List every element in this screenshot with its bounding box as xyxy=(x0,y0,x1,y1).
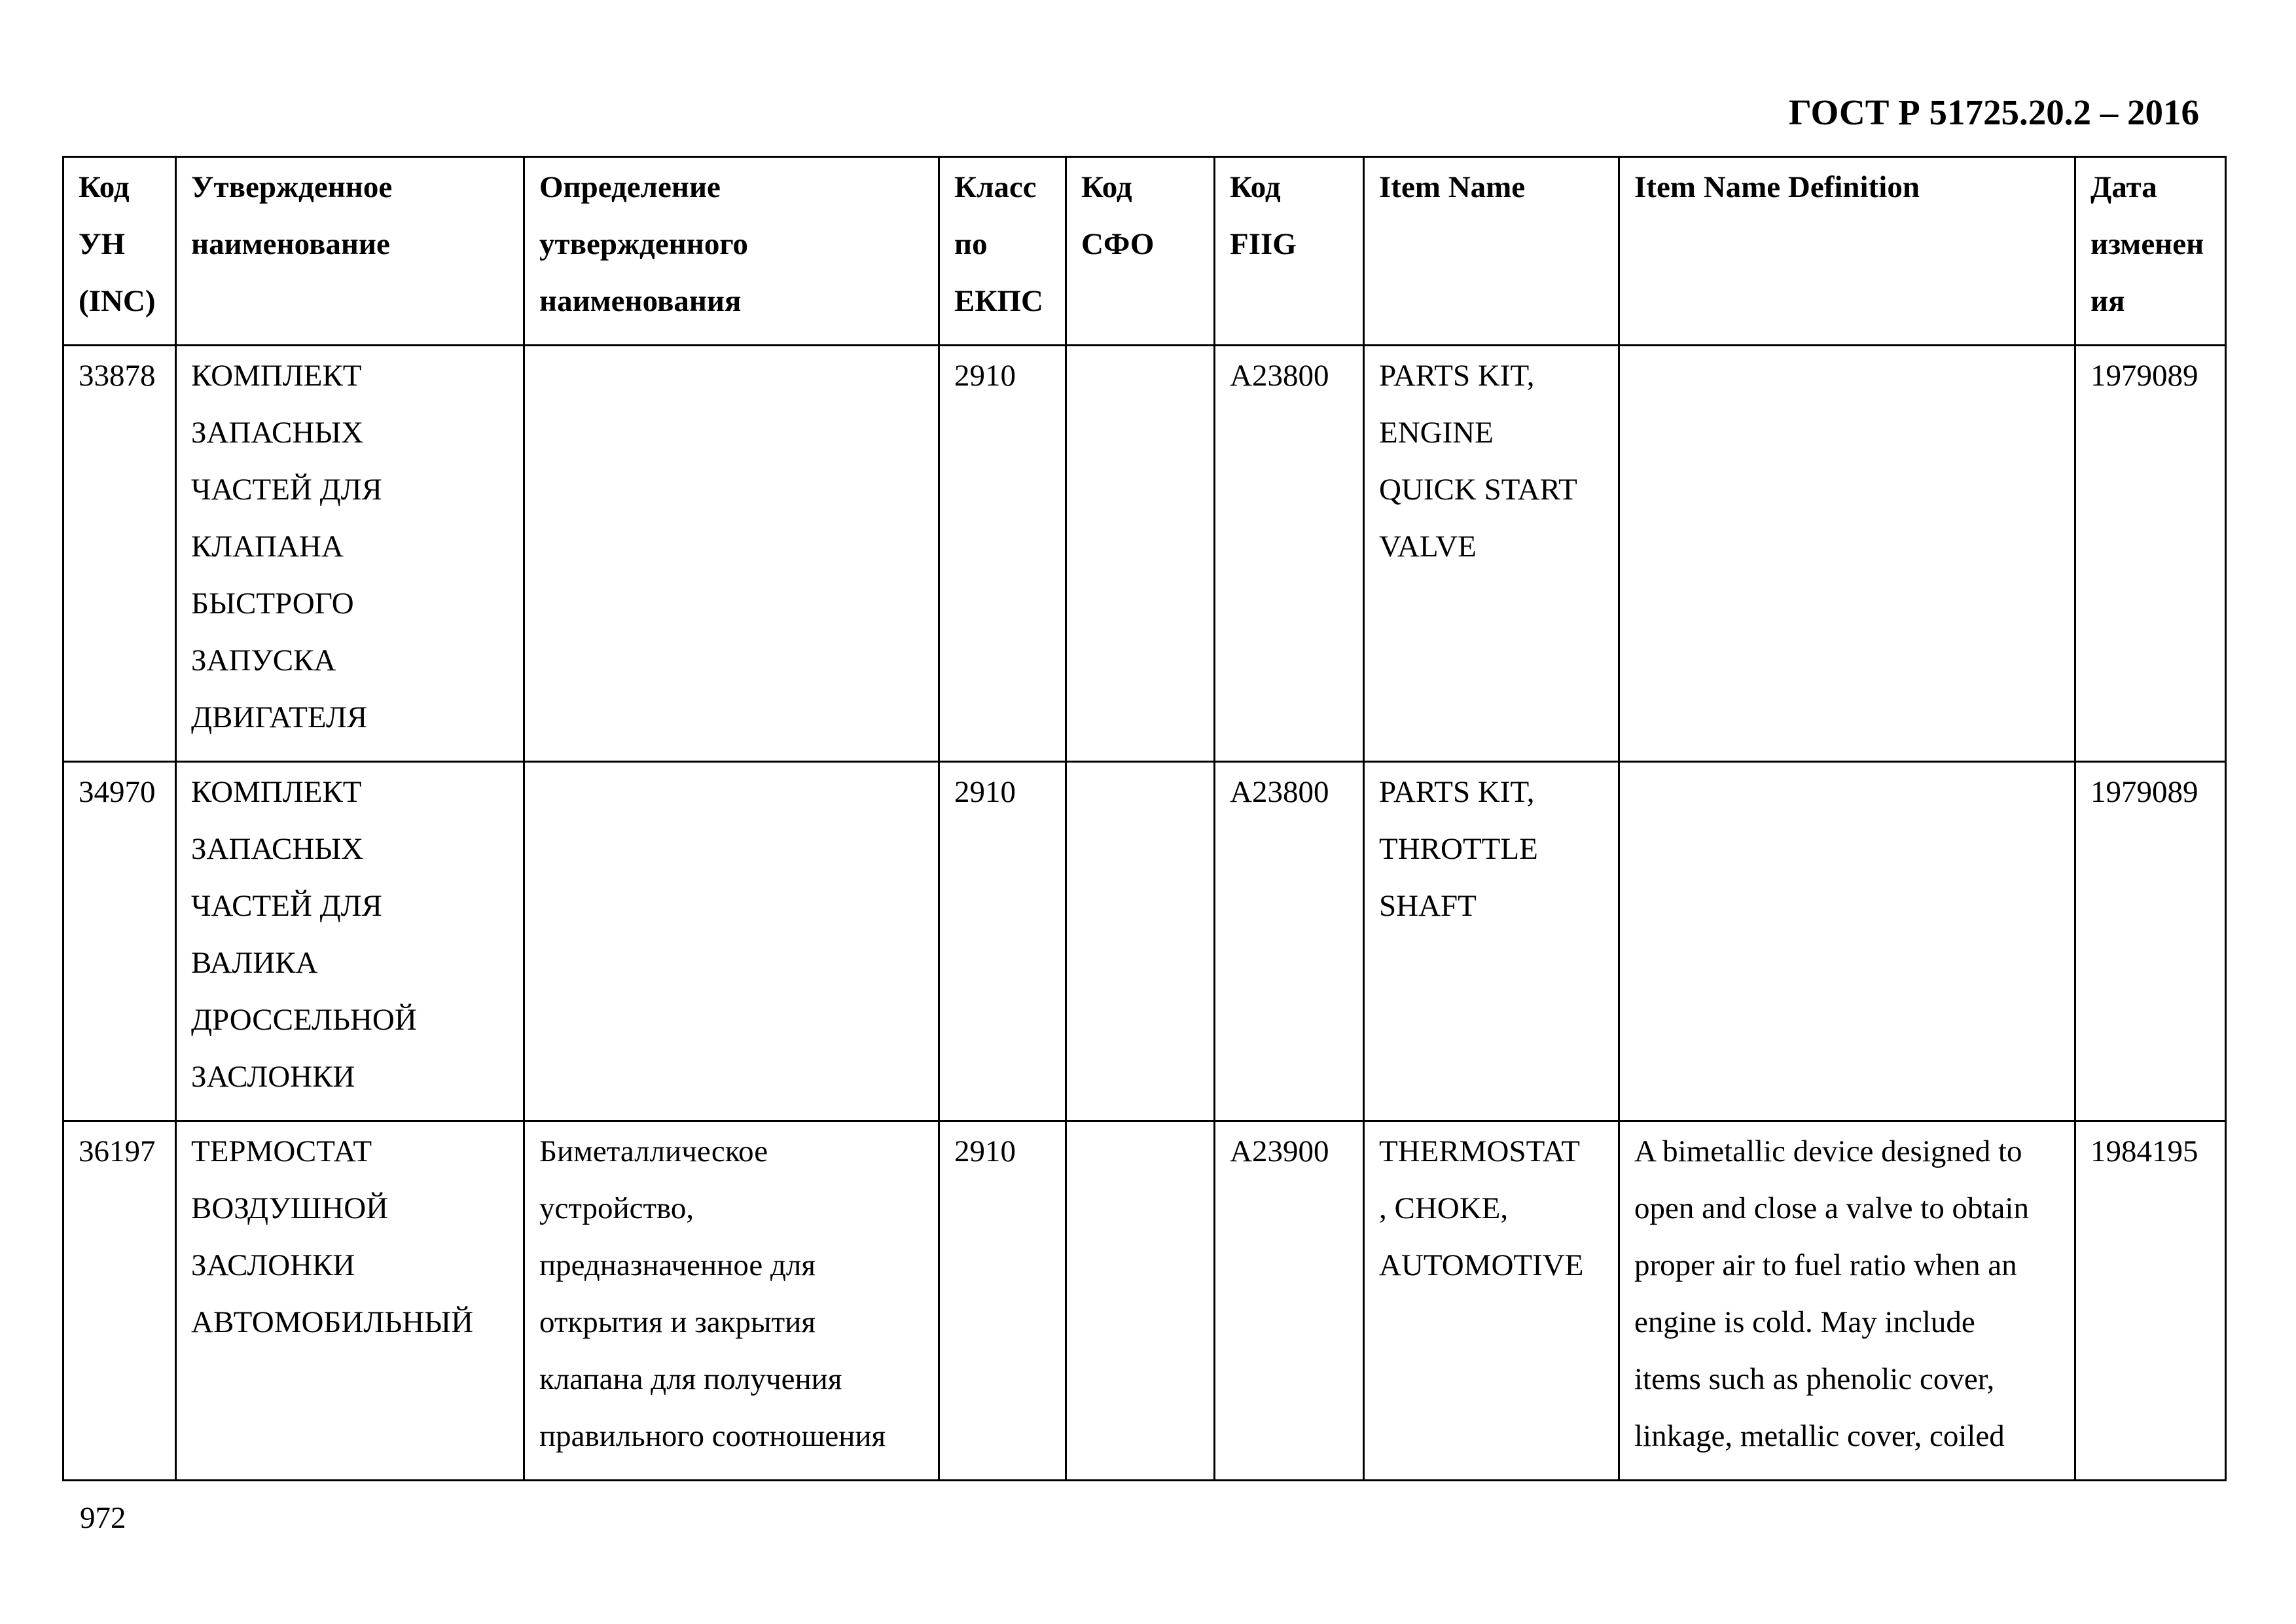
cell-item-name-definition: A bimetallic device designed to open and close a valve to obtain proper air to fuel ratio when an engine is cold. May include items such as phenolic cover, linkage, metallic cover, coiled xyxy=(1619,1121,2075,1481)
table-row xyxy=(63,346,2226,762)
cell-inc: 36197 xyxy=(63,1121,176,1481)
cell-change-date: 1984195 xyxy=(2075,1121,2226,1481)
cell-class: 2910 xyxy=(939,346,1066,762)
cell-name-definition: Биметаллическое устройство, предназначенное для открытия и закрытия клапана для получения правильного соотношения xyxy=(524,1121,939,1481)
column-header-class: Класс по ЕКПС xyxy=(939,157,1066,346)
table-header-row xyxy=(63,157,2226,346)
cell-fiig: A23900 xyxy=(1215,1121,1364,1481)
column-header-name-definition: Определение утвержденного наименования xyxy=(524,157,939,346)
column-header-sfo: Код СФО xyxy=(1066,157,1215,346)
cell-item-name: PARTS KIT, ENGINE QUICK START VALVE xyxy=(1364,346,1619,762)
column-header-item-name-definition: Item Name Definition xyxy=(1619,157,2075,346)
cell-sfo xyxy=(1066,762,1215,1121)
cell-item-name-definition xyxy=(1619,762,2075,1121)
column-header-approved-name: Утвержденное наименование xyxy=(176,157,524,346)
cell-sfo xyxy=(1066,1121,1215,1481)
cell-class: 2910 xyxy=(939,1121,1066,1481)
cell-name-definition xyxy=(524,762,939,1121)
cell-approved-name: КОМПЛЕКТ ЗАПАСНЫХ ЧАСТЕЙ ДЛЯ ВАЛИКА ДРОССЕЛЬНОЙ ЗАСЛОНКИ xyxy=(176,762,524,1121)
cell-fiig: A23800 xyxy=(1215,346,1364,762)
cell-class: 2910 xyxy=(939,762,1066,1121)
cell-item-name: PARTS KIT, THROTTLE SHAFT xyxy=(1364,762,1619,1121)
column-header-item-name: Item Name xyxy=(1364,157,1619,346)
cell-item-name-definition xyxy=(1619,346,2075,762)
inc-table xyxy=(62,156,2227,1481)
cell-fiig: A23800 xyxy=(1215,762,1364,1121)
cell-sfo xyxy=(1066,346,1215,762)
page-number: 972 xyxy=(80,1501,126,1535)
table-row xyxy=(63,1121,2226,1481)
cell-approved-name: ТЕРМОСТАТ ВОЗДУШНОЙ ЗАСЛОНКИ АВТОМОБИЛЬНЫЙ xyxy=(176,1121,524,1481)
cell-item-name: THERMOSTAT , CHOKE, AUTOMOTIVE xyxy=(1364,1121,1619,1481)
column-header-fiig: Код FIIG xyxy=(1215,157,1364,346)
document-code: ГОСТ Р 51725.20.2 – 2016 xyxy=(1788,92,2199,132)
cell-inc: 33878 xyxy=(63,346,176,762)
cell-approved-name: КОМПЛЕКТ ЗАПАСНЫХ ЧАСТЕЙ ДЛЯ КЛАПАНА БЫСТРОГО ЗАПУСКА ДВИГАТЕЛЯ xyxy=(176,346,524,762)
cell-change-date: 1979089 xyxy=(2075,762,2226,1121)
table-row xyxy=(63,762,2226,1121)
cell-name-definition xyxy=(524,346,939,762)
cell-change-date: 1979089 xyxy=(2075,346,2226,762)
cell-inc: 34970 xyxy=(63,762,176,1121)
column-header-change-date: Дата изменен ия xyxy=(2075,157,2226,346)
column-header-inc: Код УН (INC) xyxy=(63,157,176,346)
